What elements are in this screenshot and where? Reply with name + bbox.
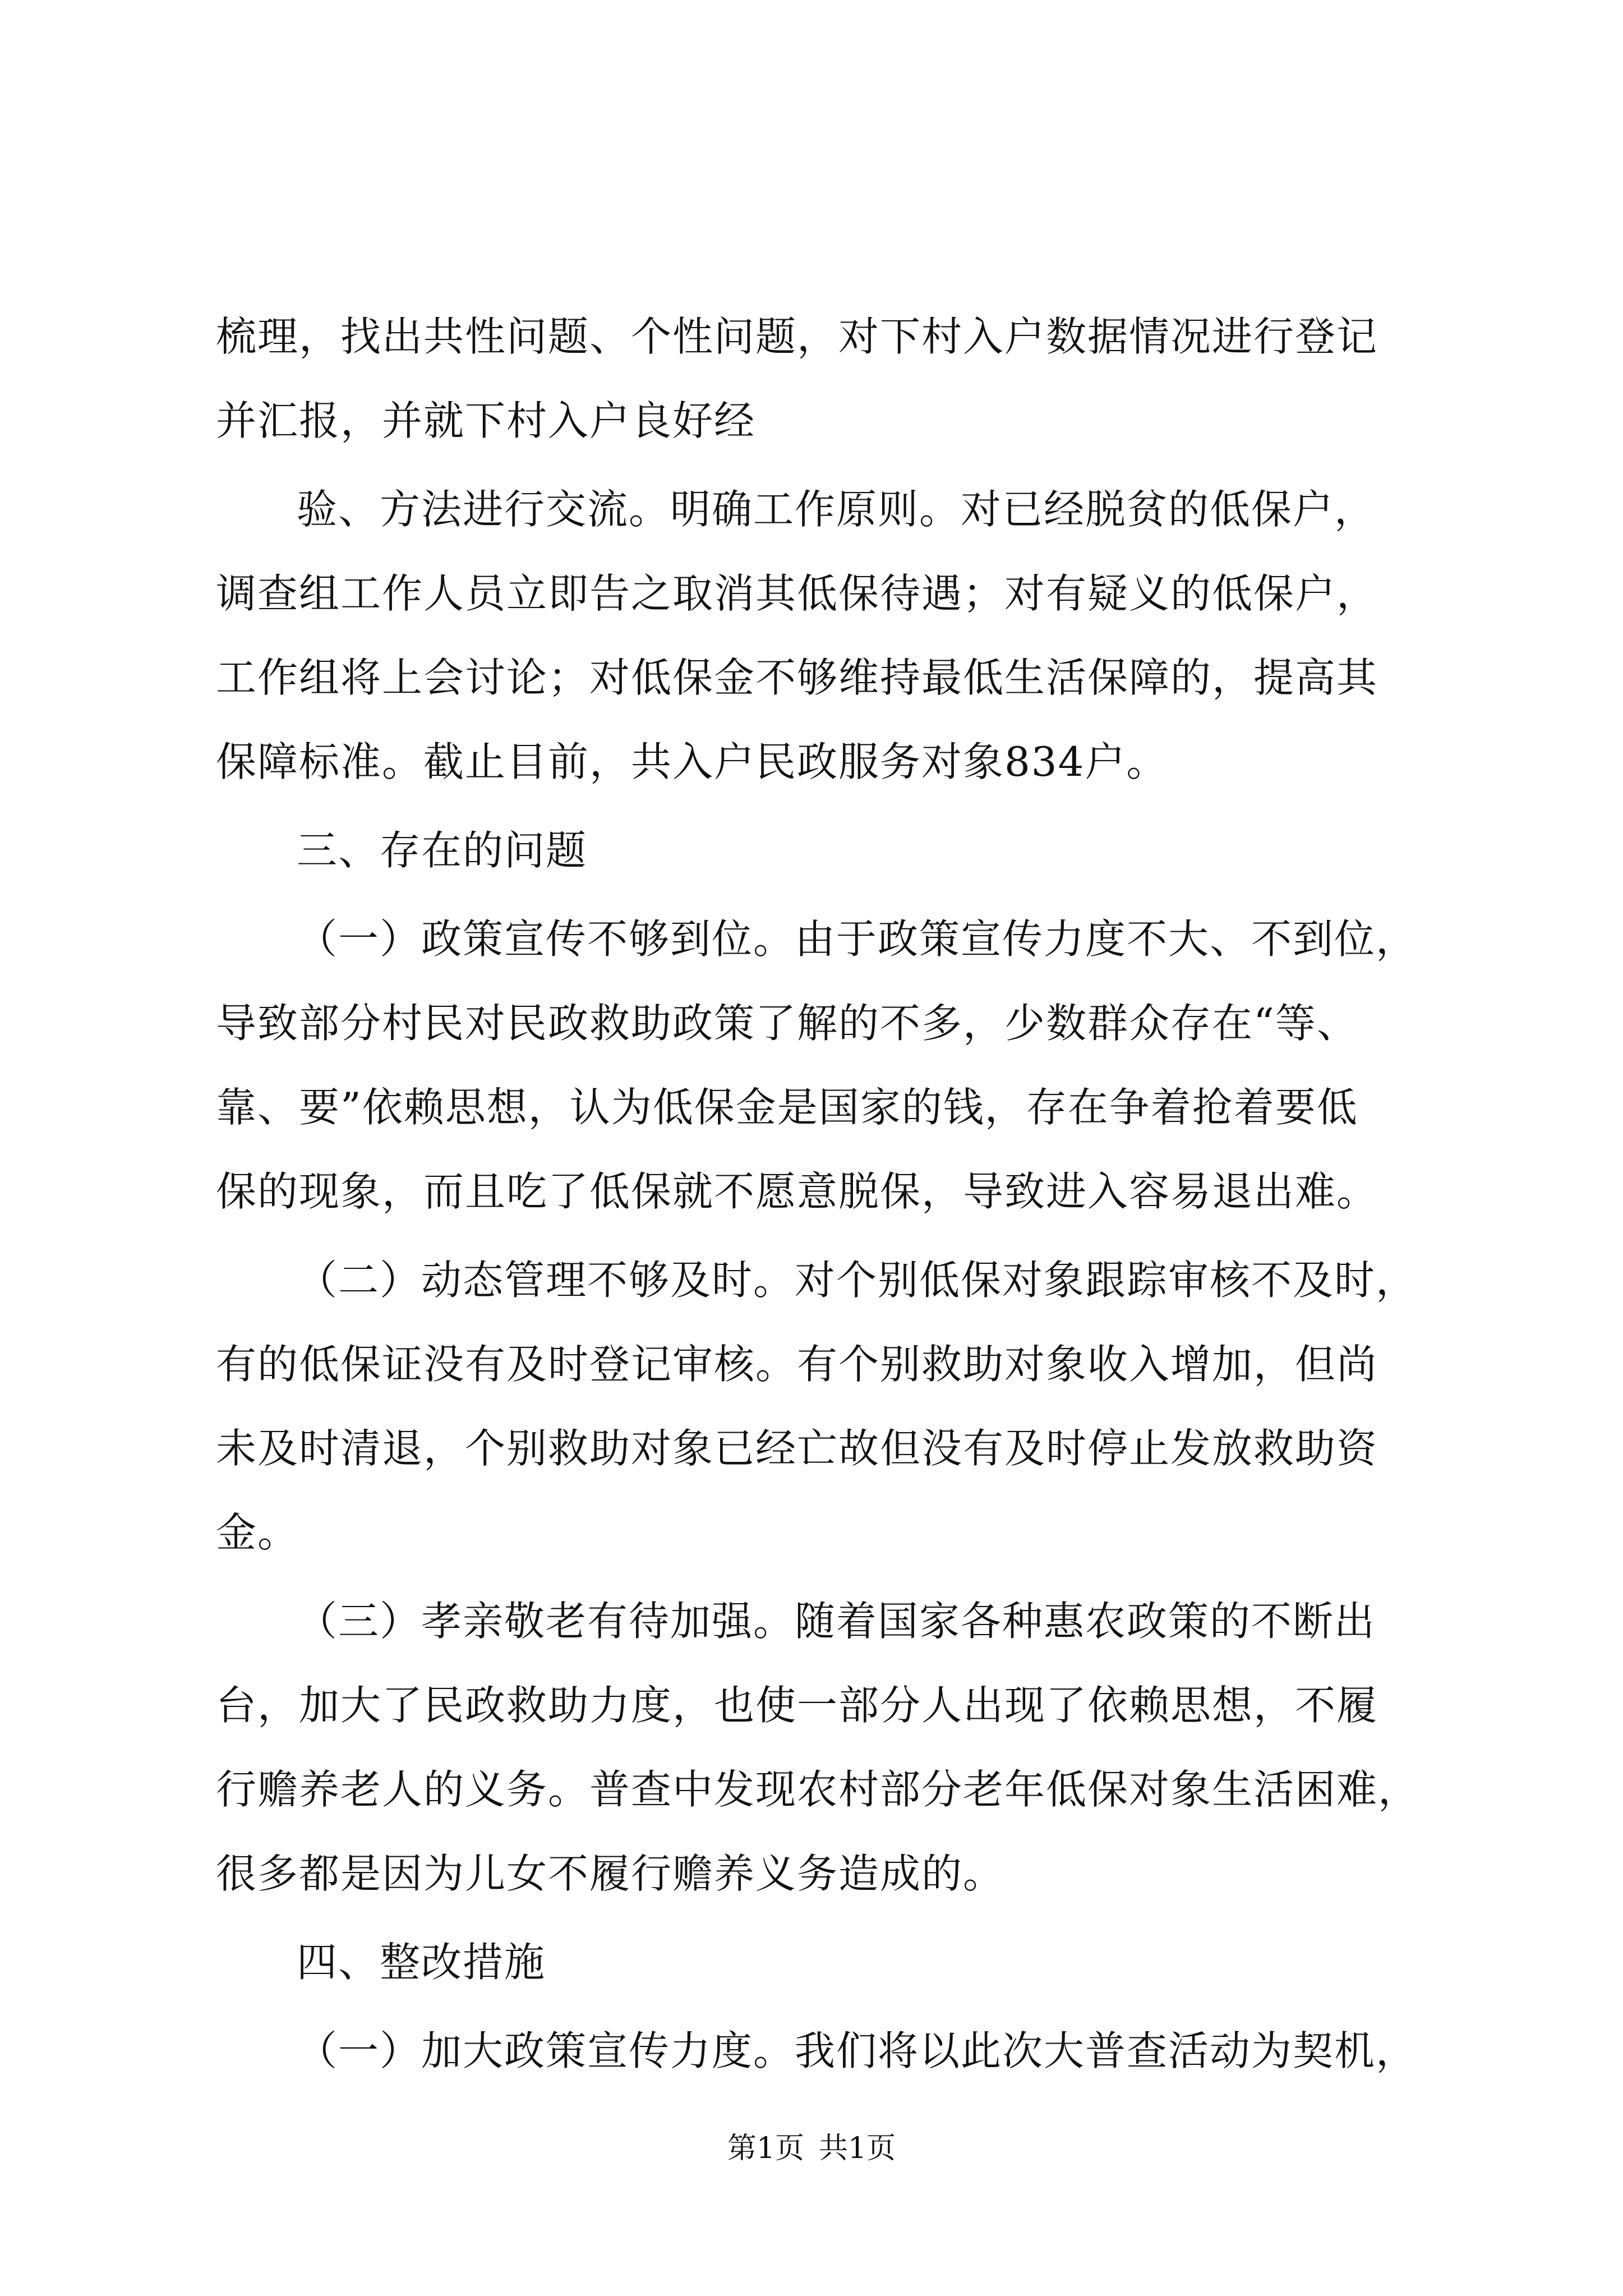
page-total: 共1页 (819, 2132, 896, 2165)
body-line: 导致部分村民对民政救助政策了解的不多，少数群众存在“等、 (216, 1000, 1358, 1047)
section-heading: 四、整改措施 (297, 1939, 546, 1986)
document-body (216, 295, 1433, 2093)
body-line: 台，加大了民政救助力度，也使一部分人出现了依赖思想，不履 (216, 1682, 1378, 1729)
body-line: 工作组将上会讨论；对低保金不够维持最低生活保障的，提高其 (216, 654, 1378, 701)
body-line: 行赡养老人的义务。普查中发现农村部分老年低保对象生活困难， (216, 1766, 1420, 1813)
paragraph-first-line: （三）孝亲敬老有待加强。随着国家各种惠农政策的不断出 (297, 1598, 1376, 1645)
paragraph-first-line: （一）加大政策宣传力度。我们将以此次大普查活动为契机， (297, 2027, 1418, 2074)
body-line: 未及时清退，个别救助对象已经亡故但没有及时停止发放救助资 (216, 1425, 1378, 1472)
paragraph-first-line: 验、方法进行交流。明确工作原则。对已经脱贫的低保户， (297, 486, 1376, 533)
page-footer (0, 2129, 1623, 2168)
body-line: 梳理，找出共性问题、个性问题，对下村入户数据情况进行登记 (216, 313, 1378, 360)
paragraph-first-line: （二）动态管理不够及时。对个别低保对象跟踪审核不及时， (297, 1257, 1418, 1304)
page-number: 第1页 (727, 2132, 804, 2165)
body-line: 靠、要”依赖思想，认为低保金是国家的钱，存在争着抢着要低 (216, 1084, 1358, 1131)
body-line: 并汇报，并就下村入户良好经 (216, 397, 756, 444)
body-line: 调查组工作人员立即告之取消其低保待遇；对有疑义的低保户， (216, 570, 1378, 617)
body-line: 金。 (216, 1509, 299, 1556)
body-line: 保障标准。截止目前，共入户民政服务对象834户。 (216, 738, 1168, 785)
section-heading: 三、存在的问题 (297, 827, 588, 874)
body-line: 有的低保证没有及时登记审核。有个别救助对象收入增加，但尚 (216, 1341, 1378, 1388)
paragraph-first-line: （一）政策宣传不够到位。由于政策宣传力度不大、不到位， (297, 915, 1418, 963)
body-line: 保的现象，而且吃了低保就不愿意脱保，导致进入容易退出难。 (216, 1168, 1378, 1215)
body-line: 很多都是因为儿女不履行赡养义务造成的。 (216, 1850, 1005, 1897)
